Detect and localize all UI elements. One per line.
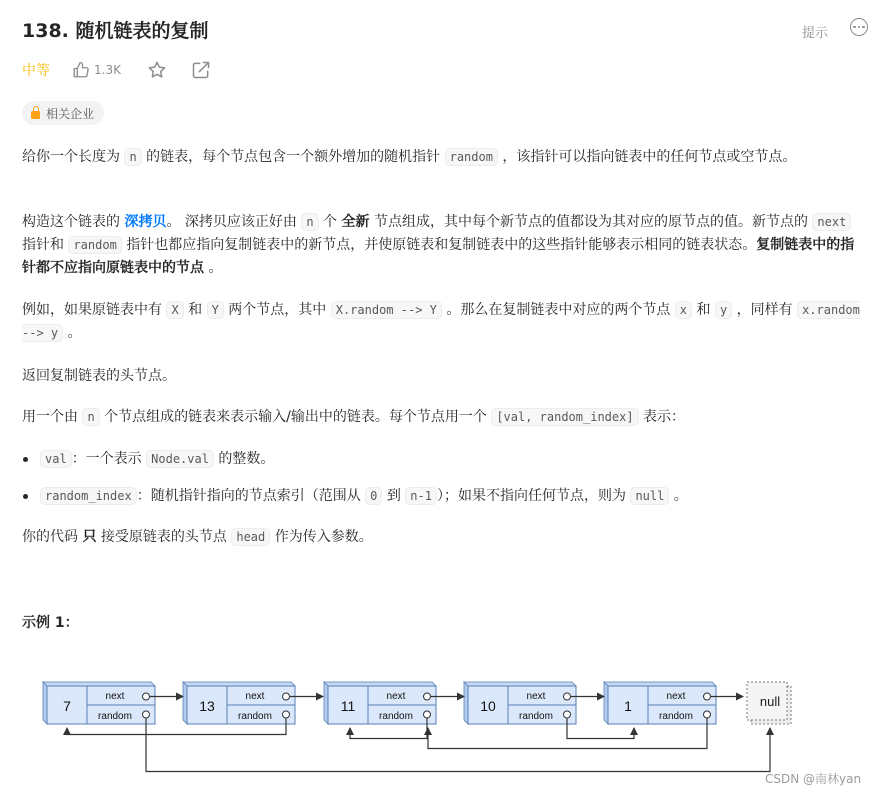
text: 个节点组成的链表来表示输入/输出中的链表。每个节点用一个 [99,409,492,425]
list-node [604,682,716,724]
code-val-random-index: [val, random_index] [491,408,638,426]
favorite-button[interactable] [147,60,167,80]
code-x-random: x.random --> y [22,303,860,340]
code-random-index: random_index [40,487,137,505]
random-pointer-dot [564,711,571,718]
text: 到 [382,488,406,504]
next-label: next [105,691,125,702]
bold-text: 复制链表中的指针都不应指向原链表中的节点 [22,237,855,276]
like-count: 1.3K [94,63,121,77]
next-pointer-dot [283,693,290,700]
node-value: 7 [63,698,71,714]
text: 个 [318,214,342,230]
node-value: 1 [624,698,632,714]
more-options-icon[interactable] [850,18,868,36]
text: ）；如果不指向任何节点，则为 [436,488,631,504]
code-head: head [231,528,270,546]
code-val: val [40,450,72,468]
deep-copy-link[interactable]: 深拷贝 [124,214,167,230]
related-companies-tag[interactable] [22,101,104,125]
random-label: random [659,711,693,722]
list-node [43,682,155,724]
code-X: X [166,301,183,319]
text: 你的代码 [22,529,83,545]
text: ：一个表示 [71,451,147,467]
code-n: n [124,148,141,166]
text: 。那么在复制链表中对应的两个节点 [441,302,675,318]
text: 给你一个长度为 [22,149,125,165]
list-node [464,682,576,724]
text: 节点组成，其中每个新节点的值都设为其对应的原节点的值。新节点的 [369,214,813,230]
related-companies-label: 相关企业 [46,106,95,121]
text: 用一个由 [22,409,83,425]
next-label: next [666,691,686,702]
description-paragraph-4: 返回复制链表的头节点。 [22,368,176,384]
bold-text: 全新 [341,214,370,230]
text: 和 [692,302,715,318]
code-node-val: Node.val [146,450,214,468]
list-node [183,682,295,724]
text: 的链表，每个节点包含一个额外增加的随机指针 [141,149,445,165]
node-value: 11 [340,698,356,714]
next-pointer-dot [143,693,150,700]
text: 和 [183,302,207,318]
code-random: random [68,236,121,254]
text: 表示： [638,409,686,425]
text: 。 [63,325,82,341]
random-pointer-dot [424,711,431,718]
code-y: y [715,301,732,319]
random-label: random [238,711,272,722]
lock-icon [31,111,40,119]
text: 两个节点，其中 [223,302,331,318]
watermark: CSDN @南林yan [765,772,862,786]
random-label: random [98,711,132,722]
linked-list-diagram [0,660,887,796]
code-null: null [630,487,669,505]
hint-button[interactable]: 提示 [802,26,829,41]
bold-text: 只 [82,529,97,545]
problem-title: 138. 随机链表的复制 [22,20,209,42]
text: ，同样有 [732,302,798,318]
code-X-random: X.random --> Y [331,301,442,319]
list-item-random-index [22,485,688,508]
random-arrow [146,719,770,772]
code-Y: Y [207,301,224,319]
difficulty-badge: 中等 [22,63,50,79]
random-label: random [379,711,413,722]
text: 构造这个链表的 [22,214,125,230]
next-pointer-dot [424,693,431,700]
text: 。 [204,260,223,276]
star-icon [147,60,167,80]
text: 指针和 [22,237,69,253]
problem-meta [22,60,235,80]
next-label: next [526,691,546,702]
share-icon [191,60,211,80]
code-random: random [445,148,498,166]
description-paragraph-2 [22,211,867,280]
next-pointer-dot [704,693,711,700]
code-n-1: n-1 [405,487,437,505]
random-label: random [519,711,553,722]
share-button[interactable] [191,60,211,80]
code-n: n [301,213,318,231]
text: 接受原链表的头节点 [96,529,232,545]
thumbs-up-icon [72,61,90,79]
text: ：随机指针指向的节点索引（范围从 [136,488,366,504]
list-item-val [22,448,274,471]
text: 例如，如果原链表中有 [22,302,167,318]
list-node [324,682,436,724]
null-label: null [759,694,781,709]
node-value: 13 [199,698,215,714]
random-pointer-dot [704,711,711,718]
like-button[interactable] [72,61,121,79]
text: 指针也都应指向复制链表中的新节点，并使原链表和复制链表中的这些指针能够表示相同的链表状态。 [121,237,757,253]
example-title: 示例 1： [22,615,79,631]
code-next: next [812,213,851,231]
text: 的整数。 [213,451,275,467]
description-paragraph-6 [22,526,867,549]
code-n: n [82,408,99,426]
text: 。 [669,488,688,504]
text: 。 深拷贝应该正好由 [166,214,302,230]
null-node [747,682,791,724]
text: ，该指针可以指向链表中的任何节点或空节点。 [497,149,797,165]
description-paragraph-3 [22,299,867,345]
description-paragraph-5 [22,406,867,429]
text: 作为传入参数。 [270,529,373,545]
code-x: x [675,301,692,319]
code-0: 0 [365,487,382,505]
node-value: 10 [480,698,496,714]
next-label: next [245,691,265,702]
next-label: next [386,691,406,702]
random-pointer-dot [283,711,290,718]
next-pointer-dot [564,693,571,700]
random-pointer-dot [143,711,150,718]
description-paragraph-1 [22,146,867,169]
